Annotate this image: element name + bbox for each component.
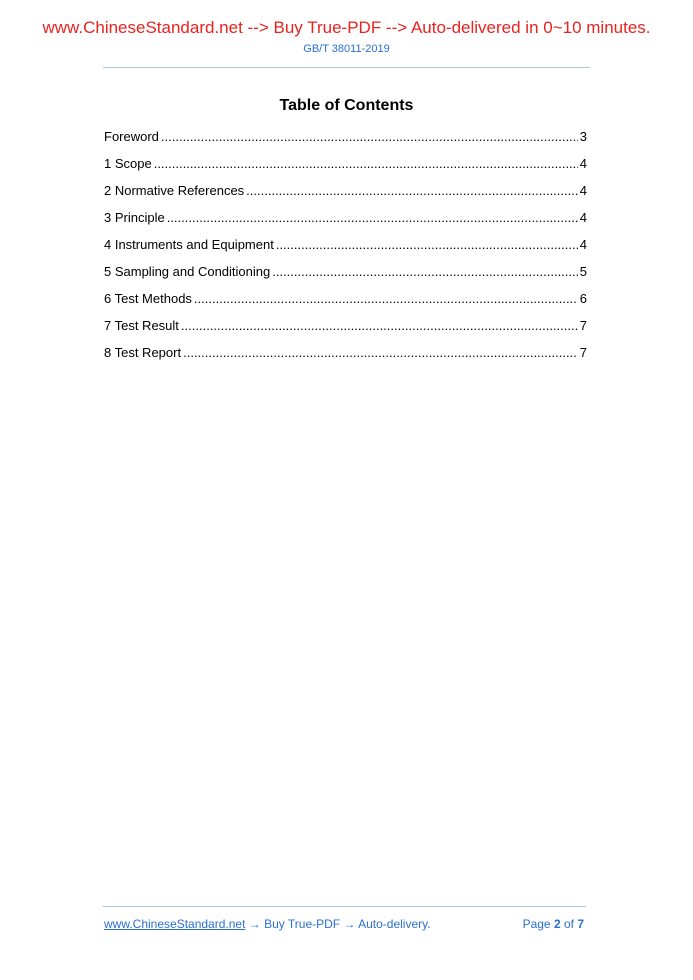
dot-leader [272, 263, 578, 281]
dot-leader [246, 182, 578, 200]
dot-leader [161, 128, 578, 146]
page-prefix: Page [522, 917, 554, 931]
current-page: 2 [553, 917, 561, 931]
toc-entry-label: 1 Scope [104, 156, 152, 171]
toc-entry-label: 7 Test Result [104, 318, 179, 333]
toc-entry-page: 3 [579, 129, 587, 144]
toc-entry-label: 5 Sampling and Conditioning [104, 264, 271, 279]
document-code: GB/T 38011-2019 [303, 43, 390, 55]
toc-entry-test-report[interactable] [104, 344, 587, 371]
dot-leader [183, 344, 578, 362]
toc-entry-test-result[interactable] [104, 317, 587, 344]
footer-divider [103, 906, 586, 907]
page-number [523, 916, 584, 932]
dot-leader [167, 209, 578, 227]
total-pages: 7 [577, 917, 584, 931]
toc-entry-page: 4 [579, 210, 587, 225]
toc-entry-label: 6 Test Methods [104, 291, 192, 306]
page-of: of [560, 917, 578, 931]
website-link[interactable]: www.ChineseStandard.net [104, 917, 246, 931]
toc-entry-label: 8 Test Report [104, 345, 182, 360]
toc-entry-instruments[interactable] [104, 236, 587, 263]
toc-entry-page: 5 [579, 264, 587, 279]
toc-entry-label: 2 Normative References [104, 183, 245, 198]
footer-tagline: → Buy True-PDF → Auto-delivery. [245, 917, 431, 931]
toc-entry-principle[interactable] [104, 209, 587, 236]
page-title: Table of Contents [279, 97, 414, 114]
toc-entry-scope[interactable] [104, 155, 587, 182]
toc-entry-page: 4 [579, 183, 587, 198]
dot-leader [181, 317, 578, 335]
toc-entry-label: 3 Principle [104, 210, 165, 225]
toc-entry-foreword[interactable] [104, 128, 587, 155]
dot-leader [194, 290, 578, 308]
toc-entry-label: 4 Instruments and Equipment [104, 237, 274, 252]
toc-entry-normative-references[interactable] [104, 182, 587, 209]
toc-entry-page: 6 [579, 291, 587, 306]
toc-entry-label: Foreword [104, 129, 159, 144]
page-footer [104, 916, 584, 932]
toc-entry-page: 7 [579, 345, 587, 360]
toc-entry-page: 4 [579, 156, 587, 171]
header-divider [103, 67, 590, 68]
toc-entry-page: 7 [579, 318, 587, 333]
dot-leader [276, 236, 578, 254]
table-of-contents [104, 128, 587, 371]
toc-entry-page: 4 [579, 237, 587, 252]
toc-entry-test-methods[interactable] [104, 290, 587, 317]
promo-banner: www.ChineseStandard.net --> Buy True-PDF --> Auto-delivered in 0~10 minutes. [42, 18, 651, 37]
toc-entry-sampling[interactable] [104, 263, 587, 290]
dot-leader [154, 155, 578, 173]
